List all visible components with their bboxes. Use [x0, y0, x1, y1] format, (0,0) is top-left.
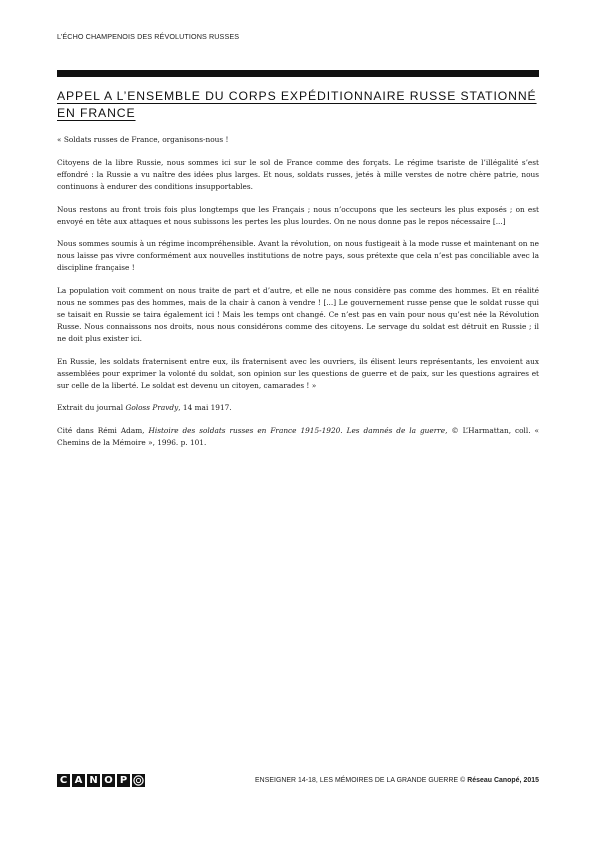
logo-emblem-icon	[132, 774, 145, 787]
footer-credit	[255, 777, 539, 784]
canope-logo	[57, 774, 145, 789]
logo-letter: P	[117, 774, 130, 787]
source-journal: Goloss Pravdy	[125, 403, 179, 413]
header-rule	[57, 70, 539, 77]
logo-letter: N	[87, 774, 100, 787]
paragraph: Nous restons au front trois fois plus longtemps que les Français ; nous n’occupons que les secteurs les plus exposés ; on est envoyé en tête aux attaques et nous subissons les pertes les plus lourdes. On ne nous donne pas le repos nécessaire [...]	[57, 204, 539, 226]
document-body	[57, 134, 539, 460]
logo-letter: O	[102, 774, 115, 787]
footer-text: ENSEIGNER 14-18, LES MÉMOIRES DE LA GRANDE GUERRE ©	[255, 777, 468, 784]
citation-book: Histoire des soldats russes en France 1915-1920. Les damnés de la guerre	[148, 426, 446, 436]
document-title-text: APPEL A L’ENSEMBLE DU CORPS EXPÉDITIONNAIRE RUSSE STATIONNÉ EN FRANCE	[57, 89, 537, 120]
paragraph: Nous sommes soumis à un régime incompréhensible. Avant la révolution, on nous fustigeait à la mode russe et maintenant on ne nous laisse pas vivre conformément aux nouvelles institutions de notre pays, sous prétexte que cela n’est pas conciliable avec la discipline française !	[57, 239, 539, 273]
running-head: L’ÉCHO CHAMPENOIS DES RÉVOLUTIONS RUSSES	[57, 32, 240, 41]
citation-line	[57, 425, 539, 449]
paragraph: Citoyens de la libre Russie, nous sommes ici sur le sol de France comme des forçats. Le régime tsariste de l’illégalité s’est effondré : la Russie a vu naître des idées plus larges. Et nous, soldats russes, jetés à mille verstes de notre chère patrie, nous continuons à endurer des conditions insupportables.	[57, 157, 539, 191]
source-prefix: Extrait du journal	[57, 403, 126, 413]
paragraph: La population voit comment on nous traite de part et d’autre, et elle ne nous considère pas comme des hommes. Et en réalité nous ne sommes pas des hommes, mais de la chair à canon à vendre ! [...] Le gouvernement russe pense que le soldat russe qui se taisait en Russie se taira également ici ! Mais les temps ont changé. Ce n’est pas en vain pour nous qu’est née la Révolution Russe. Nous connaissons nos droits, nous nous considérons comme des citoyens. Le servage du soldat est détruit en Russie ; il ne doit plus exister ici.	[57, 286, 539, 343]
footer-publisher: Réseau Canopé, 2015	[467, 777, 539, 784]
citation-suffix: , © L’Harmattan, coll. « Chemins de la Mémoire », 1996. p. 101.	[57, 426, 539, 448]
paragraph: En Russie, les soldats fraternisent entre eux, ils fraternisent avec les ouvriers, ils élisent leurs représentants, les envoient aux assemblées pour exprimer la volonté du soldat, son opinion sur les questions de guerre et de paix, sur les questions agraires et sur celle de la liberté. Le soldat est devenu un citoyen, camarades ! »	[57, 356, 539, 390]
logo-letter: C	[57, 774, 70, 787]
logo-letter: A	[72, 774, 85, 787]
source-line	[57, 402, 539, 414]
document-title	[57, 88, 539, 122]
source-suffix: , 14 mai 1917.	[178, 403, 232, 413]
citation-prefix: Cité dans Rémi Adam,	[57, 426, 149, 436]
paragraph: « Soldats russes de France, organisons-nous !	[57, 135, 229, 144]
